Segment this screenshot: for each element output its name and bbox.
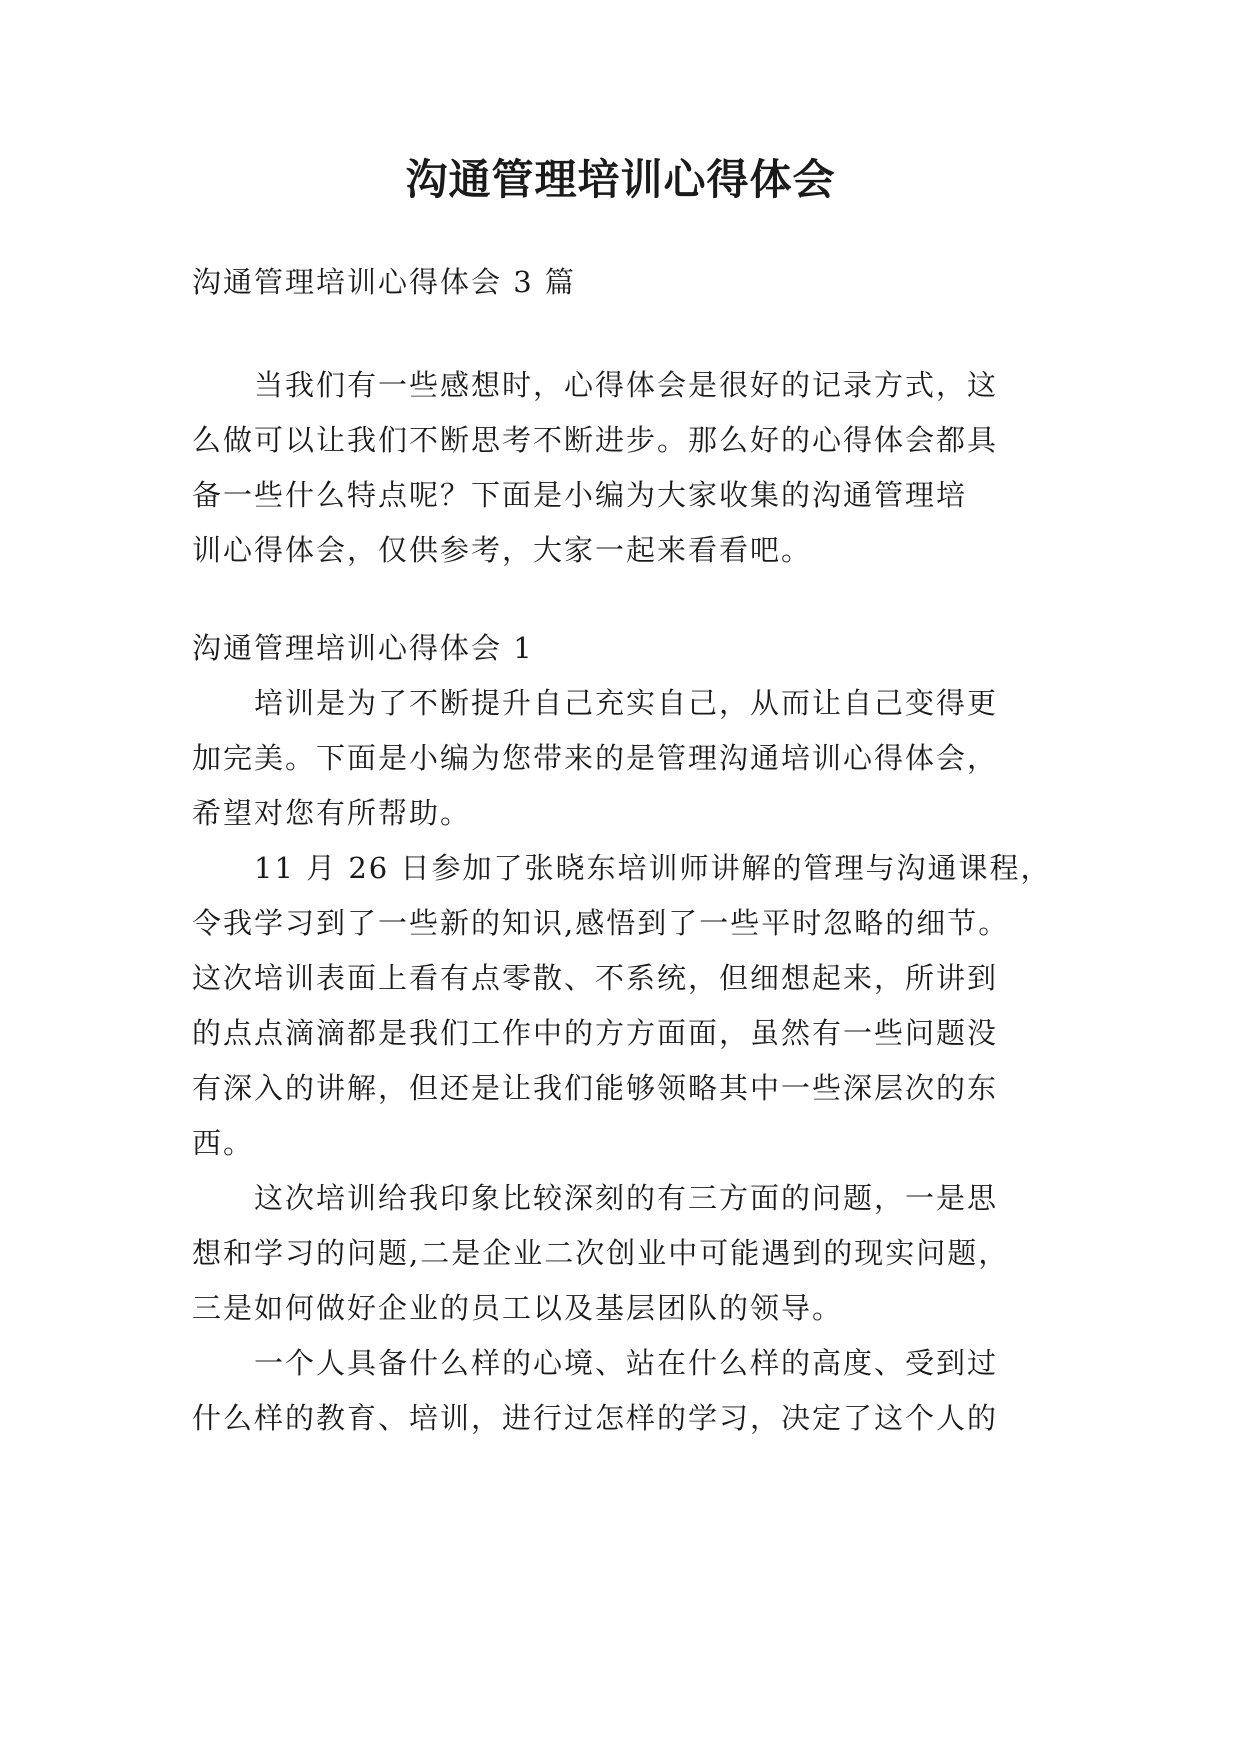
intro-line: 当我们有一些感想时，心得体会是很好的记录方式，这 [254,368,999,402]
paragraph-line: 这次培训表面上看有点零散、不系统，但细想起来，所讲到 [192,961,999,995]
paragraph-line: 这次培训给我印象比较深刻的有三方面的问题，一是思 [254,1181,999,1215]
paragraph-line: 希望对您有所帮助。 [192,796,472,830]
document-subtitle: 沟通管理培训心得体会 3 篇 [192,265,576,299]
paragraph-line: 令我学习到了一些新的知识,感悟到了一些平时忽略的细节。 [192,906,1010,940]
paragraph-line: 一个人具备什么样的心境、站在什么样的高度、受到过 [254,1346,999,1380]
paragraph-line: 加完美。下面是小编为您带来的是管理沟通培训心得体会， [192,741,999,775]
paragraph-line: 11 月 26 日参加了张晓东培训师讲解的管理与沟通课程， [254,851,1052,885]
paragraph-line: 的点点滴滴都是我们工作中的方方面面，虽然有一些问题没 [192,1016,999,1050]
paragraph-line: 三是如何做好企业的员工以及基层团队的领导。 [192,1291,844,1325]
page-title: 沟通管理培训心得体会 [405,155,836,204]
paragraph-line: 什么样的教育、培训，进行过怎样的学习，决定了这个人的 [192,1401,999,1435]
paragraph-line: 有深入的讲解，但还是让我们能够领略其中一些深层次的东 [192,1071,999,1105]
section-heading: 沟通管理培训心得体会 1 [192,631,534,665]
intro-line: 么做可以让我们不断思考不断进步。那么好的心得体会都具 [192,423,999,457]
paragraph-line: 想和学习的问题,二是企业二次创业中可能遇到的现实问题， [192,1236,1010,1270]
paragraph-line: 培训是为了不断提升自己充实自己，从而让自己变得更 [254,686,999,720]
intro-line: 备一些什么特点呢？下面是小编为大家收集的沟通管理培 [192,478,968,512]
paragraph-line: 西。 [192,1126,255,1160]
intro-line: 训心得体会，仅供参考，大家一起来看看吧。 [192,533,813,567]
